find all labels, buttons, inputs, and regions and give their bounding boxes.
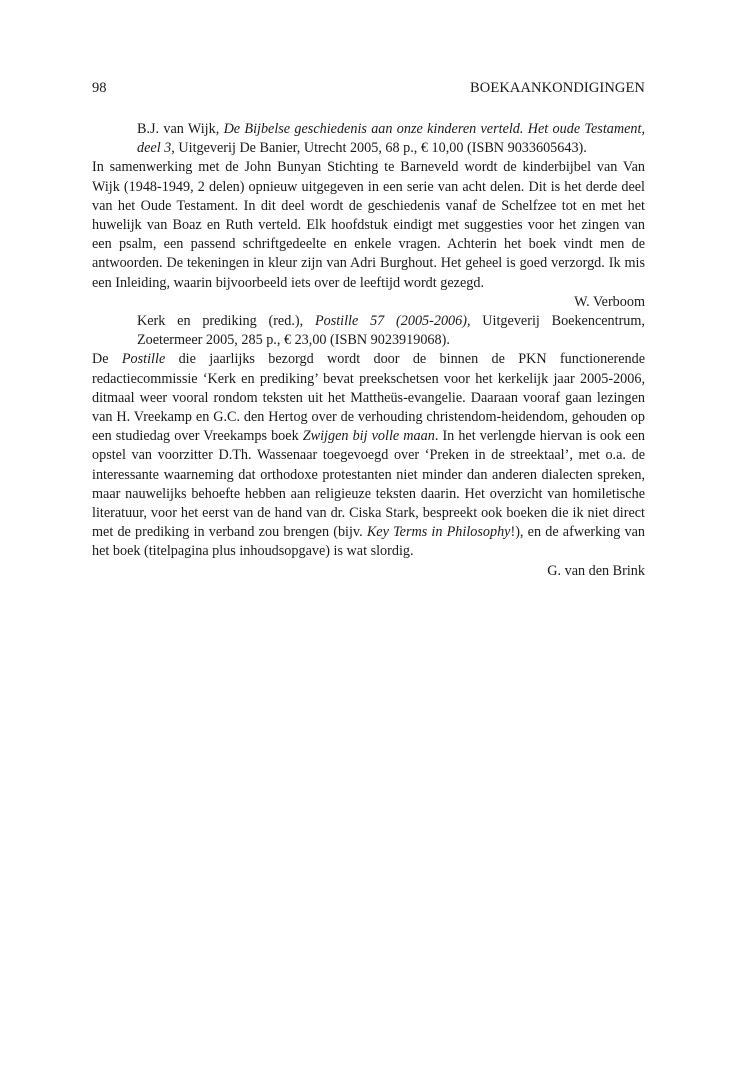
review-2-text-part: . In het verlengde hiervan is ook een opstel van voorzitter D.Th. Wassenaar toegevoegd over ‘Preken in de streektaal’, met o.a. de interessante waarneming dat orthodoxe protestanten niet minder dan anderen dialecten spreken, maar nauwelijks behoefte hebben aan religieuze teksten daarin. Het overzicht van homiletische literatuur, voor het eerst van de hand van dr. Ciska Stark, bespreekt ook boeken die ik niet direct met de prediking in verband zou brengen (bijv. <box>92 428 645 541</box>
review-2-publication-details: , Uitgeverij Boekencentrum, Zoetermeer 2005, 285 p., € 23,00 (ISBN 9023919068). <box>137 313 645 349</box>
review-1-publication-details: , Uitgeverij De Banier, Utrecht 2005, 68 p., € 10,00 (ISBN 9033605643). <box>171 140 587 157</box>
review-2-author: Kerk en prediking (red.), <box>137 313 315 330</box>
review-1-signature: W. Verboom <box>574 293 645 310</box>
review-1-book-title: De Bijbelse geschiedenis aan onze kinderen verteld. Het oude Testament, deel 3 <box>137 121 645 157</box>
review-2-text-part: !), en de afwerking van het boek (titelpagina plus inhoudsopgave) is wat slordig. <box>92 524 645 560</box>
review-2-text-part: De <box>92 351 122 368</box>
section-title: BOEKAANKONDIGINGEN <box>470 80 645 96</box>
review-2-signature: G. van den Brink <box>547 562 645 579</box>
review-2-italic-book-title: Zwijgen bij volle maan <box>302 428 435 445</box>
review-2-text-part: die jaarlijks bezorgd wordt door de binnen de PKN functionerende redactiecommissie ‘Kerk en prediking’ bevat preekschetsen voor het kerkelijk jaar 2005-2006, ditmaal weer vooral rondom teksten uit het Mattheüs-evangelie. Daaraan vooraf gaan lezingen van H. Vreekamp en G.C. den Hertog over de verhouding christendom-heidendom, gehouden op een studiedag over Vreekamps boek <box>92 351 646 445</box>
page-content <box>92 120 645 581</box>
review-1-bibliography <box>92 120 645 158</box>
review-1-body: In samenwerking met de John Bunyan Stichting te Barneveld wordt de kinderbijbel van Van Wijk (1948-1949, 2 delen) opnieuw uitgegeven in een serie van acht delen. Dit is het derde deel van het Oude Testament. In dit deel wordt de geschiedenis vanaf de Schelfzee tot en met het huwelijk van Boaz en Ruth verteld. Elk hoofdstuk eindigt met suggesties voor het zingen van een psalm, een passend schriftgedeelte en enkele vragen. Achterin het boek vindt men de antwoorden. De tekeningen in kleur zijn van Adri Burghout. Het geheel is goed verzorgd. Ik mis een Inleiding, waarin bijvoorbeeld iets over de leeftijd wordt gezegd. <box>92 159 645 291</box>
review-2-body <box>92 350 645 561</box>
page-header <box>92 78 645 100</box>
review-2-bibliography <box>92 312 645 350</box>
review-2-book-title: Postille 57 (2005-2006) <box>314 313 467 330</box>
review-2-italic-cited-title: Key Terms in Philosophy <box>366 524 511 541</box>
review-1-author: B.J. van Wijk, <box>137 121 224 137</box>
review-2-italic-postille: Postille <box>121 351 166 368</box>
page-number: 98 <box>92 80 107 96</box>
